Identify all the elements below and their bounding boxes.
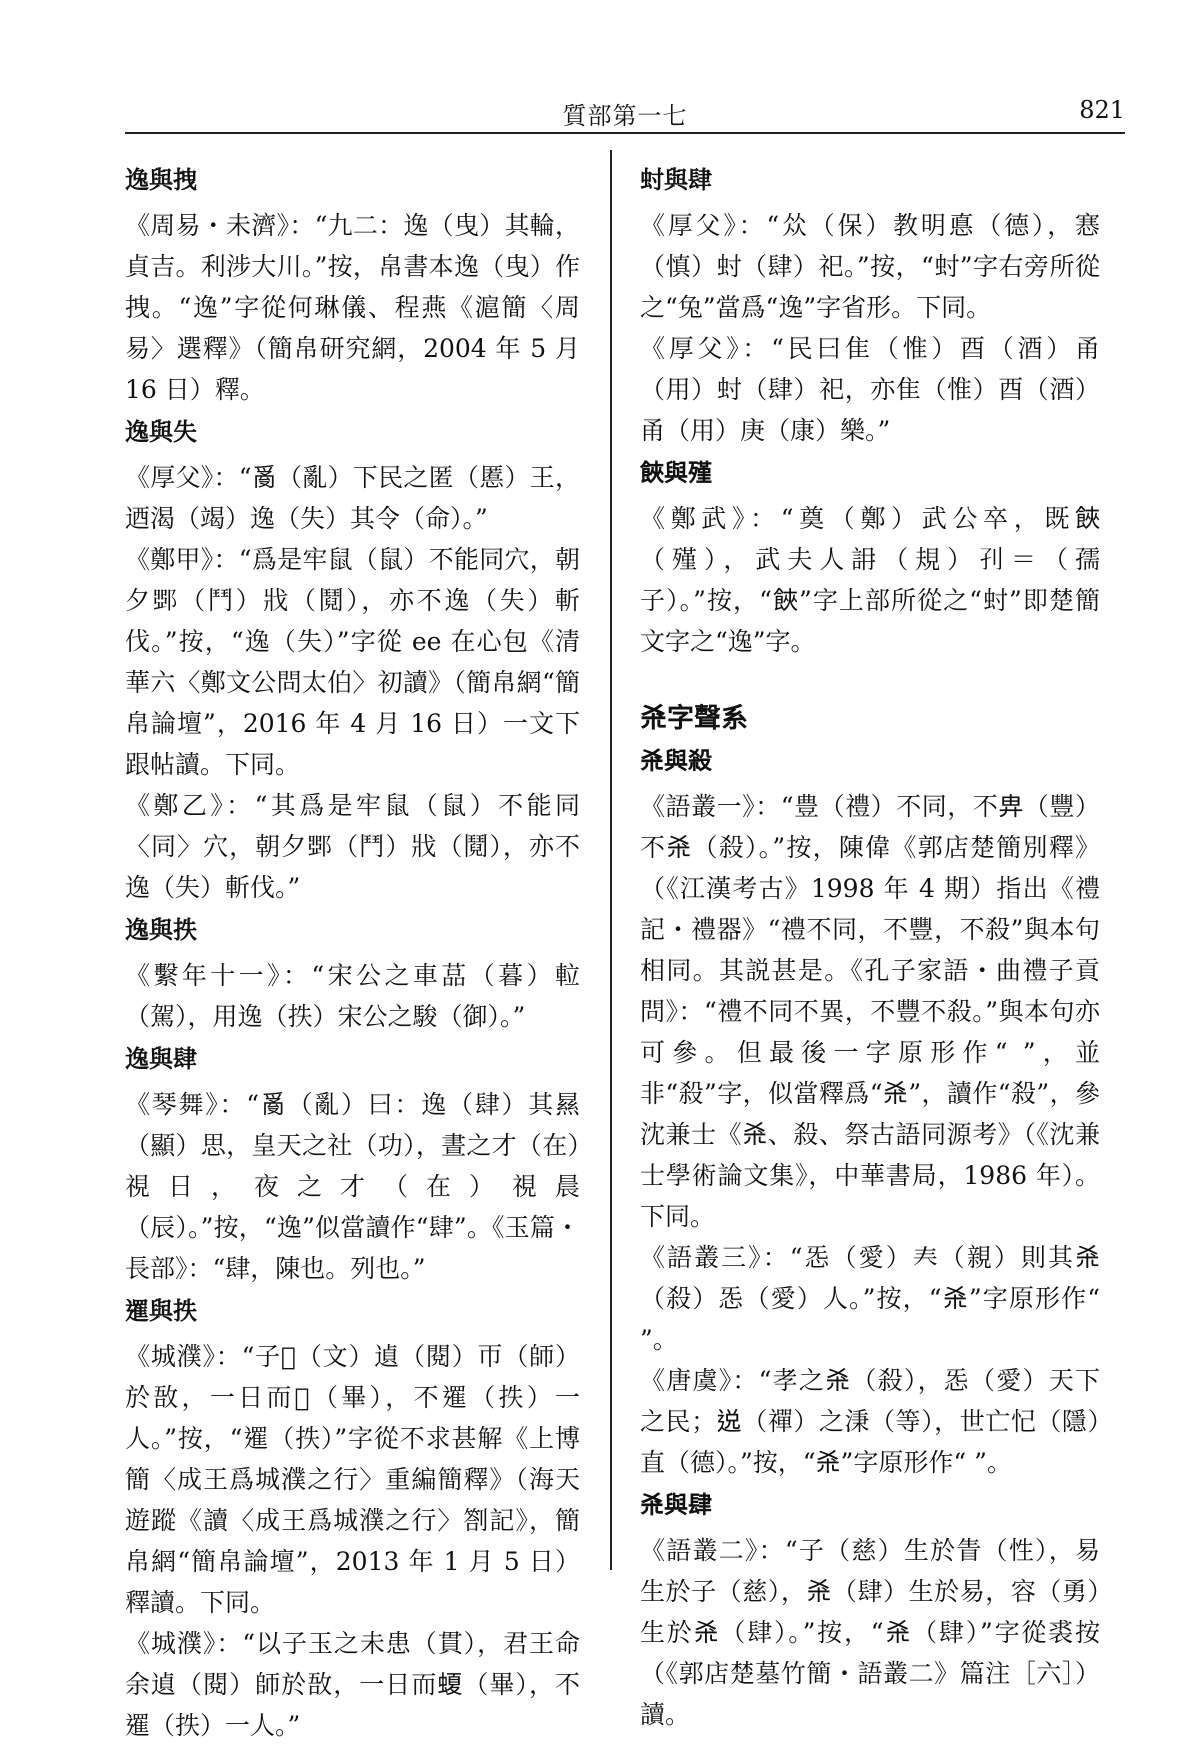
page-header: [125, 92, 1125, 134]
entry-heading: 𣏂與殺: [640, 747, 712, 775]
entry-text: 《繫年十一》：“宋公之車䓵（暮）𨋢（駕），用逸（抶）宋公之駿（御）。”: [125, 961, 580, 1031]
entry-text: 《唐虞》：“孝之𣏂（殺），㤅（愛）天下之民；𨓚（禪）之𣶸（等），世亡忋（隱）直（德）。”按，“𣏂”字原形作“ ”。: [640, 1366, 1100, 1477]
entry-text: 《語叢二》：“子（慈）生於眚（性），易生於子（慈），𣏂（肆）生於易，容（勇）生於𣏂（肆）。”按，“𣏂（肆）”字從裘按（《郭店楚墓竹簡・語叢二》篇注［六］）讀。: [640, 1536, 1100, 1729]
entry-text: 《厚父》：“𤔔（亂）下民之匿（慝）王，迺渴（竭）逸（失）其令（命）。”: [125, 463, 580, 533]
entry-text: 《語叢一》：“豊（禮）不同，不𢍁（豐）不𣏂（殺）。”按，陳偉《郭店楚簡別釋》（《江漢考古》1998 年 4 期）指出《禮記・禮器》“禮不同，不豐，不殺”與本句相同。其説甚是。《孔子家語・曲禮子貢問》：“禮不同不異，不豐不殺。”與本句亦可參。但最後一字原形作“ ”，並非“殺”字，似當釋爲“𣏂”，讀作“殺”，參沈兼士《𣏂、殺、祭古語同源考》（《沈兼士學術論文集》，中華書局，1986 年）。下同。: [640, 792, 1100, 1231]
page-number: 821: [1079, 96, 1125, 124]
entry-text: 《周易・未濟》：“九二：逸（曳）其輪，貞吉。利涉大川。”按，帛書本逸（曳）作拽。“逸”字從何琳儀、程燕《滬簡〈周易〉選釋》（簡帛研究網，2004 年 5 月 16 日）釋。: [125, 211, 580, 404]
running-title: 質部第一七: [562, 102, 688, 130]
left-column: [125, 158, 580, 1746]
entry-text: 《鄭武》：“奠（鄭）武公卒，既𩛩（殣），武夫人䛁（規）𡥁＝（孺子）。”按，“𩛩”字上部所從之“䖞”即楚簡文字之“逸”字。: [640, 504, 1100, 656]
entry-heading: 𣏂與肆: [640, 1491, 712, 1519]
entry-heading: 逸與失: [125, 418, 197, 446]
right-column: [640, 158, 1100, 1735]
entry-text: 《厚父》：“𠈌（保）教明悳（德），㥶（慎）䖞（肆）祀。”按，“䖞”字右旁所從之“兔”當爲“逸”字省形。下同。: [640, 211, 1100, 322]
entry-text: 《厚父》：“民曰隹（惟）酉（酒）甬（用）䖞（肆）祀，亦隹（惟）酉（酒）甬（用）庚（康）樂。”: [640, 334, 1100, 445]
entry-heading: 逸與肆: [125, 1045, 197, 1073]
section-title: 𣏂字聲系: [640, 703, 748, 734]
entry-text: 《語叢三》：“㤅（愛）𡗗（親）則其𣏂（殺）㤅（愛）人。”按，“𣏂”字原形作“ ”。: [640, 1243, 1100, 1354]
entry-text: 《城濮》：“子𢼂（文）遉（閱）帀（師）於敔，一日而𧏡（畢），不𨗴（抶）一人。”按，“𨗴（抶）”字從不求甚解《上博簡〈成王爲城濮之行〉重編簡釋》（海天遊蹤《讀〈成王爲城濮之行〉劄記》，簡帛網“簡帛論壇”，2013 年 1 月 5 日）釋讀。下同。: [125, 1342, 580, 1617]
entry-heading: 䖞與肆: [640, 166, 712, 194]
entry-heading: 𨗴與抶: [125, 1297, 197, 1325]
entry-heading: 𩛩與殣: [640, 459, 712, 487]
entry-heading: 逸與拽: [125, 166, 197, 194]
entry-heading: 逸與抶: [125, 916, 197, 944]
entry-text: 《城濮》：“以子玉之未患（貫），君王命余遉（閱）師於敔，一日而𧏡（畢），不𨗴（抶）一人。”: [125, 1629, 580, 1740]
entry-text: 《鄭甲》：“爲是牢鼠（鼠）不能同穴，朝夕𨜹（鬥）戕（鬩），亦不逸（失）斬伐。”按，“逸（失）”字從 ee 在心包《清華六〈鄭文公問太伯〉初讀》（簡帛網“簡帛論壇”，2016 年 4 月 16 日）一文下跟帖讀。下同。: [125, 545, 580, 779]
column-divider: [610, 150, 612, 1570]
entry-text: 《琴舞》：“𤔔（亂）曰：逸（肆）其㬎（顯）思，皇天之社（功），晝之才（在）視日，夜之才（在）視晨（辰）。”按，“逸”似當讀作“肆”。《玉篇・長部》：“肆，陳也。列也。”: [125, 1090, 580, 1283]
entry-text: 《鄭乙》：“其爲是牢鼠（鼠）不能同〈同〉穴，朝夕𨜹（鬥）戕（鬩），亦不逸（失）斬伐。”: [125, 791, 580, 902]
